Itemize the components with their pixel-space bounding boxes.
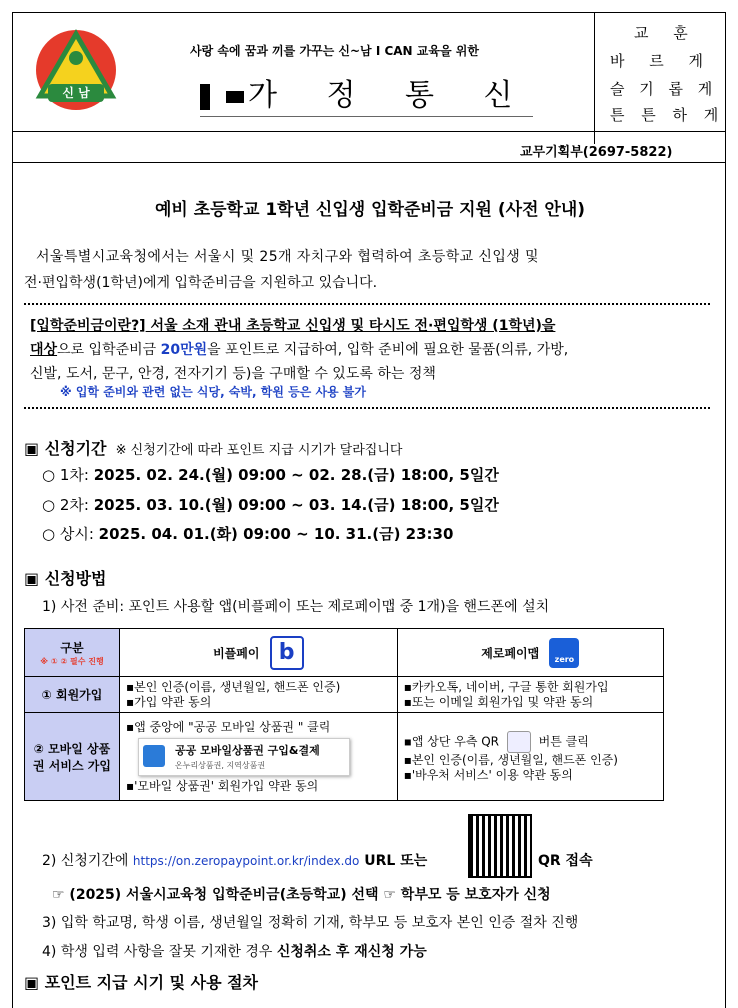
def-text: 으로 입학준비금 <box>57 342 161 358</box>
row-label: ① 회원가입 <box>25 677 120 713</box>
qr-code-icon[interactable] <box>468 814 532 878</box>
motto-line: 슬 기 롭 게 <box>610 80 718 98</box>
motto-label: 교 훈 <box>634 24 698 42</box>
def-note: ※ 입학 준비와 관련 없는 식당, 숙박, 학원 등은 사용 불가 <box>60 385 366 399</box>
step-text: 4) 학생 입력 사항을 잘못 기재한 경우 <box>42 944 277 960</box>
cell-text: 버튼 클릭 <box>538 734 589 748</box>
intro-line: 전·편입학생(1학년)에게 입학준비금을 지원하고 있습니다. <box>24 275 378 291</box>
method-step <box>42 850 427 870</box>
cell-item: ▪앱 중앙에 "공공 모바일 상품권 " 클릭 <box>126 719 331 734</box>
motto-line: 튼 튼 하 게 <box>610 106 725 124</box>
table-cell <box>120 713 398 801</box>
step-text: URL 또는 <box>359 853 428 869</box>
newsletter-title-text: 가 정 통 신 <box>248 78 533 113</box>
round-value: 2025. 02. 24.(월) 09:00 ~ 02. 28.(금) 18:00, 5일간 <box>93 466 499 484</box>
round-label: ○ 1차: <box>42 466 94 484</box>
apply-url[interactable]: https://on.zeropaypoint.or.kr/index.do <box>132 854 360 868</box>
motto-line: 바 르 게 <box>610 52 714 70</box>
period-round <box>42 523 453 544</box>
intro-line: 서울특별시교육청에서는 서울시 및 25개 자치구와 협력하여 초등학교 신입생 및 <box>36 249 539 265</box>
header-divider <box>594 12 595 144</box>
bepay-icon: b <box>270 636 304 670</box>
period-round <box>42 494 499 515</box>
slogan: 사랑 속에 꿈과 끼를 가꾸는 신~남 I CAN 교육을 위한 <box>190 44 479 58</box>
divider <box>24 407 710 409</box>
round-value: 2025. 03. 10.(월) 09:00 ~ 03. 14.(금) 18:00, 5일간 <box>93 496 499 514</box>
definition <box>30 314 720 386</box>
table-header <box>397 629 663 677</box>
def-text: 신발, 도서, 문구, 안경, 전자기기 등)을 구매할 수 있도록 하는 정책 <box>30 366 436 382</box>
row-label: ② 모바일 상품권 서비스 가입 <box>25 713 120 801</box>
cell-item: ▪가입 약관 동의 <box>126 694 212 709</box>
banner-title: 공공 모바일상품권 구입&결제 <box>175 743 320 757</box>
method-step-sub: ☞ (2025) 서울시교육청 입학준비금(초등학교) 선택 ☞ 학부모 등 보호자가 신청 <box>52 887 551 903</box>
divider <box>24 303 710 305</box>
points-heading: ▣ 포인트 지급 시기 및 사용 절차 <box>24 973 259 992</box>
voucher-icon <box>143 745 165 767</box>
def-target: 대상 <box>30 342 58 358</box>
method-step: 3) 입학 학교명, 학생 이름, 생년월일 정확히 기재, 학부모 등 보호자 본인 인증 절차 진행 <box>42 915 579 931</box>
newsletter-title <box>200 70 533 117</box>
def-text: 을 포인트로 지급하여, 입학 준비에 필요한 물품(의류, 가방, <box>207 342 569 358</box>
table-header <box>120 629 398 677</box>
cell-item: ▪'바우처 서비스' 이용 약관 동의 <box>403 767 573 782</box>
method-step <box>42 941 427 961</box>
round-label: ○ 상시: <box>42 525 99 543</box>
period-section <box>24 436 402 459</box>
cell-item: ▪카카오톡, 네이버, 구글 통한 회원가입 <box>403 679 609 694</box>
school-logo <box>34 28 118 112</box>
mobile-voucher-banner <box>138 738 350 776</box>
def-amount: 20만원 <box>160 342 208 358</box>
qr-scan-icon <box>507 731 531 753</box>
department: 교무기획부(2697-5822) <box>520 145 673 160</box>
cell-item: ▪본인 인증(이름, 생년월일, 핸드폰 인증) <box>126 679 341 694</box>
period-heading: ▣ 신청기간 <box>24 439 107 458</box>
step-text-strong: 신청취소 후 재신청 가능 <box>276 944 427 960</box>
round-label: ○ 2차: <box>42 496 94 514</box>
table-cell <box>120 677 398 713</box>
method-step: 1) 사전 준비: 포인트 사용할 앱(비플페이 또는 제로페이맵 중 1개)을 핸드폰에 설치 <box>42 599 550 615</box>
zero-badge: zero <box>554 654 575 664</box>
def-label: [입학준비금이란?] <box>30 318 146 334</box>
app-table <box>24 628 664 801</box>
def-text: 서울 소재 관내 초등학교 신입생 및 타시도 전·편입학생 (1학년)을 <box>145 318 556 334</box>
period-note: ※ 신청기간에 따라 포인트 지급 시기가 달라집니다 <box>115 443 403 458</box>
col-header: 제로페이맵 <box>481 646 540 660</box>
cell-item: ▪본인 인증(이름, 생년월일, 핸드폰 인증) <box>403 752 618 767</box>
table-cell <box>397 677 663 713</box>
col-header: 구분 <box>60 640 84 655</box>
cell-item <box>404 731 657 753</box>
round-value: 2025. 04. 01.(화) 09:00 ~ 10. 31.(금) 23:30 <box>98 525 454 543</box>
cell-item: ▪또는 이메일 회원가입 및 약관 동의 <box>403 694 594 709</box>
period-round <box>42 464 499 485</box>
cell-text: ▪앱 상단 우측 QR <box>403 734 500 748</box>
header-divider <box>12 131 726 132</box>
zeropay-icon <box>549 638 579 668</box>
banner-subtitle: 온누리상품권, 지역상품권 <box>175 760 266 770</box>
method-heading: ▣ 신청방법 <box>24 569 107 588</box>
header-divider <box>12 162 726 163</box>
col-note: ※ ① ② 필수 진행 <box>40 656 104 666</box>
table-header <box>25 629 120 677</box>
step-text: QR 접속 <box>538 853 593 869</box>
step-text: 2) 신청기간에 <box>42 853 133 869</box>
logo-text: 신 남 <box>62 86 90 100</box>
table-cell <box>397 713 663 801</box>
doc-title: 예비 초등학교 1학년 신입생 입학준비금 지원 (사전 안내) <box>154 200 586 220</box>
col-header: 비플페이 <box>213 646 260 660</box>
cell-item: ▪'모바일 상품권' 회원가입 약관 동의 <box>126 778 319 793</box>
